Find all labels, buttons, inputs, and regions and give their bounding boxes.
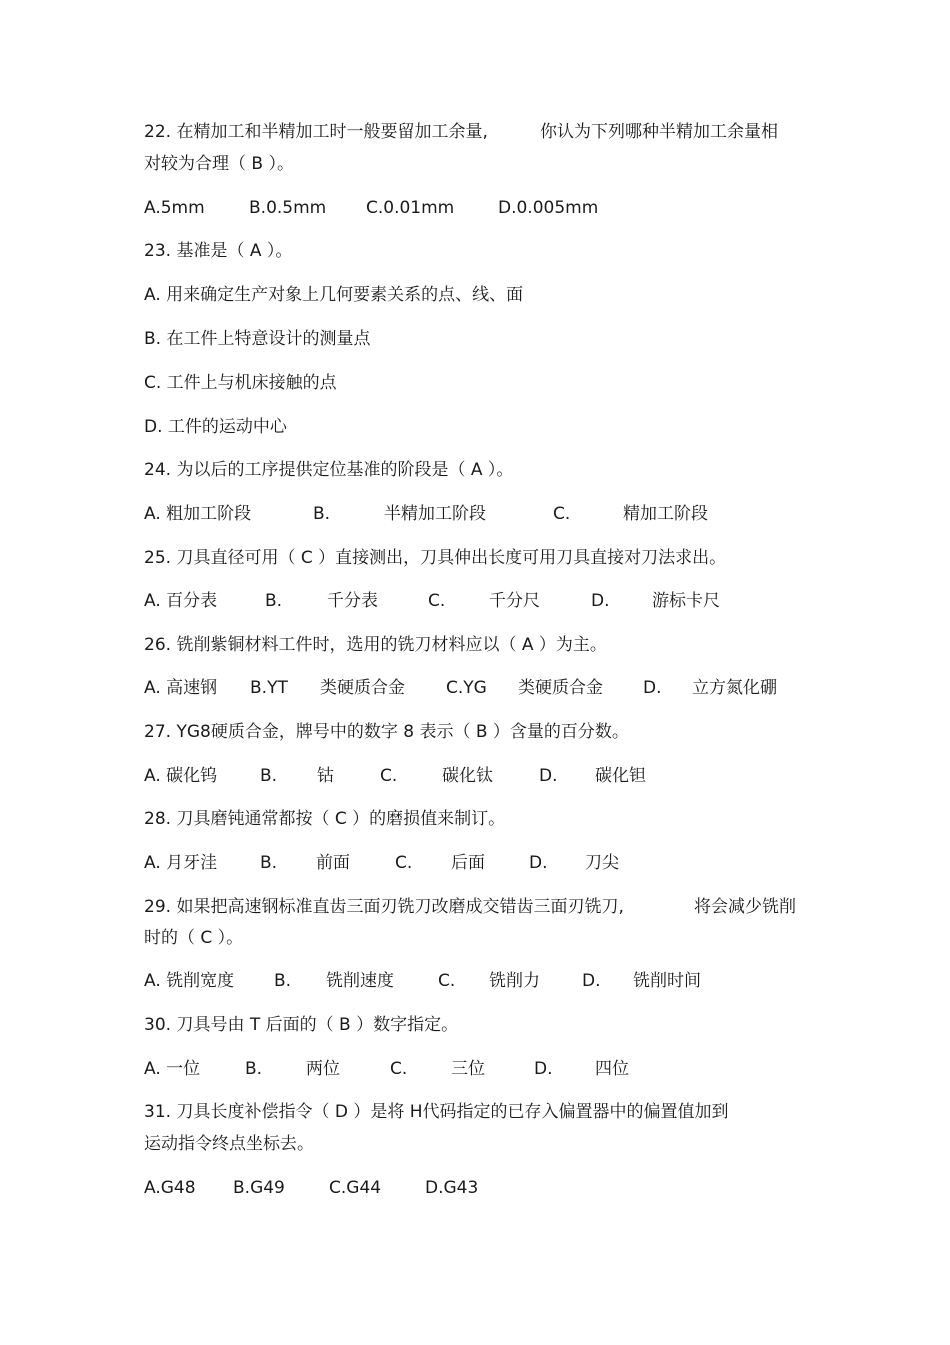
option: B.0.5mm: [249, 198, 327, 218]
option: 碳化钽: [595, 766, 646, 786]
question-text: 刀具直径可用（ C ）直接测出，刀具伸出长度可用刀具直接对刀法求出。: [176, 548, 727, 568]
question-number: 23.: [144, 241, 172, 261]
option-letter: C.: [438, 971, 456, 991]
option-letter: B.: [265, 591, 283, 611]
option: 两位: [306, 1059, 340, 1079]
option-letter: D.: [591, 591, 610, 611]
option: A. 用来确定生产对象上几何要素关系的点、线、面: [144, 285, 524, 305]
option-letter: B.: [260, 766, 278, 786]
option: A. 粗加工阶段: [144, 504, 252, 524]
question-number: 31.: [144, 1102, 172, 1122]
question-29-line-2: 时的（ C ）。: [144, 928, 244, 948]
option-letter: C.: [428, 591, 446, 611]
question-31-line-1: [144, 1101, 729, 1123]
question-text: 铣削紫铜材料工件时，选用的铣刀材料应以（ A ）为主。: [176, 635, 607, 655]
option: A. 高速钢: [144, 678, 218, 698]
option: 游标卡尺: [652, 591, 720, 611]
option-letter: D.: [534, 1059, 553, 1079]
option-letter: D.: [582, 971, 601, 991]
question-29-line-1-cont: 将会减少铣削: [694, 897, 796, 917]
option-letter: B.: [245, 1059, 263, 1079]
option-letter: C.: [553, 504, 571, 524]
option: A.5mm: [144, 198, 205, 218]
option: 精加工阶段: [623, 504, 708, 524]
option: C.G44: [329, 1178, 382, 1198]
option: A. 铣削宽度: [144, 971, 235, 991]
option: 三位: [451, 1059, 485, 1079]
question-26: [144, 634, 607, 656]
option-letter: B.YT: [250, 678, 288, 698]
option-letter: B.: [260, 853, 278, 873]
question-number: 30.: [144, 1015, 172, 1035]
option-letter: D.: [643, 678, 662, 698]
option: 类硬质合金: [518, 678, 603, 698]
question-28: [144, 808, 505, 830]
option: D.G43: [425, 1178, 479, 1198]
question-number: 26.: [144, 635, 172, 655]
option: 千分表: [327, 591, 378, 611]
option: 前面: [316, 853, 350, 873]
option: 立方氮化硼: [692, 678, 777, 698]
question-text: 为以后的工序提供定位基准的阶段是（ A ）。: [176, 460, 514, 480]
option: 四位: [595, 1059, 629, 1079]
option: A. 碳化钨: [144, 766, 218, 786]
question-24: [144, 459, 513, 481]
question-30: [144, 1014, 458, 1036]
option: D. 工件的运动中心: [144, 417, 287, 437]
question-text: 如果把高速钢标准直齿三面刃铣刀改磨成交错齿三面刃铣刀,: [176, 897, 624, 917]
option-letter: C.: [390, 1059, 408, 1079]
option-letter: B.: [274, 971, 292, 991]
question-22-line-1-cont: 你认为下列哪种半精加工余量相: [540, 122, 778, 142]
option-letter: C.: [395, 853, 413, 873]
option: A.G48: [144, 1178, 196, 1198]
option: 刀尖: [585, 853, 619, 873]
question-number: 25.: [144, 548, 172, 568]
option-letter: D.: [529, 853, 548, 873]
option: 铣削速度: [326, 971, 394, 991]
option-letter: D.: [539, 766, 558, 786]
option-letter: B.: [313, 504, 331, 524]
option: 铣削力: [489, 971, 540, 991]
question-text: YG8硬质合金，牌号中的数字 8 表示（ B ）含量的百分数。: [176, 722, 629, 742]
question-text: 刀具号由 T 后面的（ B ）数字指定。: [176, 1015, 459, 1035]
question-number: 22.: [144, 122, 172, 142]
question-25: [144, 547, 726, 569]
question-text: 基准是（ A ）。: [176, 241, 293, 261]
option: D.0.005mm: [498, 198, 599, 218]
question-23: [144, 240, 292, 262]
question-22-line-2: 对较为合理（ B ）。: [144, 154, 294, 174]
question-text: 在精加工和半精加工时一般要留加工余量,: [176, 122, 488, 142]
option: 钴: [317, 766, 334, 786]
option: B.G49: [233, 1178, 285, 1198]
option: C.0.01mm: [366, 198, 455, 218]
question-22-line-1: [144, 121, 488, 143]
question-number: 28.: [144, 809, 172, 829]
question-31-line-2: 运动指令终点坐标去。: [144, 1134, 314, 1154]
option-letter: C.YG: [446, 678, 487, 698]
option-letter: C.: [380, 766, 398, 786]
question-number: 24.: [144, 460, 172, 480]
option: A. 百分表: [144, 591, 218, 611]
question-text: 刀具磨钝通常都按（ C ）的磨损值来制订。: [176, 809, 506, 829]
question-number: 27.: [144, 722, 172, 742]
option: A. 一位: [144, 1059, 201, 1079]
question-27: [144, 721, 629, 743]
question-number: 29.: [144, 897, 172, 917]
option: 碳化钛: [442, 766, 493, 786]
question-text: 刀具长度补偿指令（ D ）是将 H代码指定的已存入偏置器中的偏置值加到: [176, 1102, 729, 1122]
option: A. 月牙洼: [144, 853, 218, 873]
option: B. 在工件上特意设计的测量点: [144, 329, 371, 349]
option: 类硬质合金: [320, 678, 405, 698]
option: C. 工件上与机床接触的点: [144, 373, 337, 393]
question-29-line-1: [144, 896, 624, 918]
option: 铣削时间: [633, 971, 701, 991]
option: 千分尺: [489, 591, 540, 611]
option: 后面: [451, 853, 485, 873]
option: 半精加工阶段: [384, 504, 486, 524]
